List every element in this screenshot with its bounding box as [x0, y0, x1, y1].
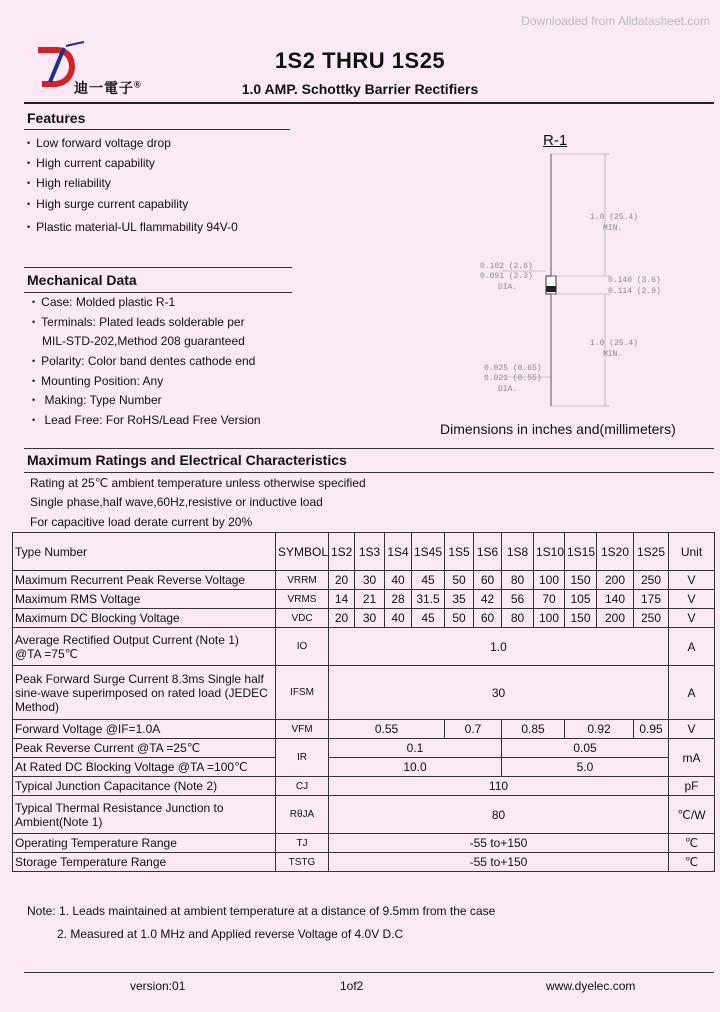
row-value: -55 to+150	[329, 834, 669, 853]
row-label: Peak Reverse Current @TA =25℃	[13, 739, 276, 758]
row-symbol: VRRM	[276, 571, 329, 590]
table-row	[13, 758, 715, 777]
row-value: 140	[597, 590, 634, 609]
footnote-2: 2. Measured at 1.0 MHz and Applied reverse Voltage of 4.0V D.C	[57, 927, 404, 941]
ratings-top-divider	[24, 448, 714, 449]
row-symbol: CJ	[276, 777, 329, 796]
row-symbol: RθJA	[276, 796, 329, 834]
row-value: 105	[565, 590, 597, 609]
header-part: 1S4	[385, 533, 412, 571]
row-value: 250	[634, 609, 669, 628]
row-symbol: TJ	[276, 834, 329, 853]
row-value: 0.1	[329, 739, 502, 758]
row-value: 1.0	[329, 628, 669, 666]
row-value: 60	[474, 571, 502, 590]
header-part: 1S20	[597, 533, 634, 571]
feature-item: • High surge current capability	[27, 197, 188, 211]
row-unit: A	[669, 666, 715, 720]
row-label: Maximum DC Blocking Voltage	[13, 609, 276, 628]
row-value: 0.05	[502, 739, 669, 758]
row-symbol: IFSM	[276, 666, 329, 720]
rating-note: Rating at 25℃ ambient temperature unless otherwise specified	[30, 476, 366, 490]
footer-website: www.dyelec.com	[546, 979, 636, 993]
footnote-1: Note: 1. Leads maintained at ambient temperature at a distance of 9.5mm from the case	[27, 904, 496, 918]
mechanical-item: • Lead Free: For RoHS/Lead Free Version	[32, 413, 261, 427]
row-value: 45	[412, 609, 445, 628]
row-unit: V	[669, 720, 715, 739]
dim-lead-top: 1.0 (25.4)	[590, 213, 639, 222]
row-value: 31.5	[412, 590, 445, 609]
row-value: 45	[412, 571, 445, 590]
row-value: 0.7	[445, 720, 502, 739]
table-row	[13, 853, 715, 872]
header-part: 1S3	[355, 533, 385, 571]
mechanical-item: • Case: Molded plastic R-1	[32, 295, 175, 309]
row-symbol: VRMS	[276, 590, 329, 609]
row-symbol: IR	[276, 739, 329, 777]
table-row	[13, 834, 715, 853]
mechanical-title: Mechanical Data	[27, 272, 137, 288]
row-label: Storage Temperature Range	[13, 853, 276, 872]
row-value: 0.85	[502, 720, 565, 739]
row-value: 40	[385, 571, 412, 590]
row-value: 28	[385, 590, 412, 609]
header-symbol: SYMBOL	[276, 533, 329, 571]
row-value: 14	[329, 590, 355, 609]
dim-body-dia-unit: DIA.	[498, 283, 518, 292]
row-value: 0.95	[634, 720, 669, 739]
features-title: Features	[27, 110, 86, 126]
table-row	[13, 609, 715, 628]
dim-body-dia-min: 0.091 (2.3)	[480, 272, 533, 281]
row-label: Average Rectified Output Current (Note 1) @TA =75℃	[13, 628, 276, 666]
row-label: Maximum Recurrent Peak Reverse Voltage	[13, 571, 276, 590]
row-value: 10.0	[329, 758, 502, 777]
row-value: 100	[534, 609, 565, 628]
row-value: 5.0	[502, 758, 669, 777]
rating-note: Single phase,half wave,60Hz,resistive or inductive load	[30, 495, 323, 509]
logo-text: 迪一電子®	[74, 79, 142, 96]
row-unit: mA	[669, 739, 715, 777]
row-value: 175	[634, 590, 669, 609]
features-divider	[24, 129, 290, 130]
row-unit: pF	[669, 777, 715, 796]
dimensions-caption: Dimensions in inches and(millimeters)	[440, 421, 676, 437]
mechanical-item: • Mounting Position: Any	[32, 374, 163, 388]
header-part: 1S6	[474, 533, 502, 571]
row-symbol: VDC	[276, 609, 329, 628]
header-type: Type Number	[13, 533, 276, 571]
row-label: Typical Thermal Resistance Junction to Ambient(Note 1)	[13, 796, 276, 834]
watermark: Downloaded from Alldatasheet.com	[521, 14, 710, 28]
ratings-divider	[24, 472, 714, 473]
header-part: 1S10	[534, 533, 565, 571]
row-unit: V	[669, 590, 715, 609]
table-row	[13, 796, 715, 834]
row-value: 50	[445, 609, 474, 628]
dim-body-dia-max: 0.102 (2.6)	[480, 262, 533, 271]
row-value: 30	[355, 609, 385, 628]
row-value: 20	[329, 609, 355, 628]
header-part: 1S2	[329, 533, 355, 571]
package-label: R-1	[543, 132, 568, 149]
row-value: 35	[445, 590, 474, 609]
header-part: 1S5	[445, 533, 474, 571]
row-value: 20	[329, 571, 355, 590]
header-part: 1S15	[565, 533, 597, 571]
row-value: 150	[565, 571, 597, 590]
row-value: 56	[502, 590, 534, 609]
row-value: 70	[534, 590, 565, 609]
row-unit: V	[669, 609, 715, 628]
row-value: 80	[502, 571, 534, 590]
row-value: 150	[565, 609, 597, 628]
dim-lead-dia-min: 0.021 (0.55)	[484, 374, 542, 383]
header-divider	[24, 102, 714, 104]
ratings-title: Maximum Ratings and Electrical Characteristics	[27, 452, 347, 468]
table-row	[13, 666, 715, 720]
table-row	[13, 590, 715, 609]
mechanical-item: • Making: Type Number	[32, 393, 162, 407]
page-title: 1S2 THRU 1S25	[274, 48, 446, 73]
mechanical-item: • Terminals: Plated leads solderable per	[32, 315, 245, 329]
row-symbol: TSTG	[276, 853, 329, 872]
dim-lead-bottom: 1.0 (25.4)	[590, 339, 639, 348]
feature-item: • Plastic material-UL flammability 94V-0	[27, 220, 238, 234]
dim-body-len-max: 0.140 (3.6)	[608, 276, 661, 285]
dim-lead-dia-unit: DIA.	[498, 385, 518, 394]
row-label: Peak Forward Surge Current 8.3ms Single half sine-wave superimposed on rated load (JEDEC Method)	[13, 666, 276, 720]
footer-page: 1of2	[340, 979, 364, 993]
dim-body-len-min: 0.114 (2.9)	[608, 287, 661, 296]
header-part: 1S45	[412, 533, 445, 571]
row-label: At Rated DC Blocking Voltage @TA =100℃	[13, 758, 276, 777]
row-value: 100	[534, 571, 565, 590]
header-part: 1S25	[634, 533, 669, 571]
row-value: 0.92	[565, 720, 634, 739]
row-label: Maximum RMS Voltage	[13, 590, 276, 609]
row-symbol: IO	[276, 628, 329, 666]
row-unit: ℃/W	[669, 796, 715, 834]
mechanical-top-divider	[24, 267, 292, 268]
row-value: 30	[329, 666, 669, 720]
row-value: 110	[329, 777, 669, 796]
footer-version: version:01	[130, 979, 186, 993]
row-value: 200	[597, 571, 634, 590]
table-row	[13, 777, 715, 796]
row-value: 250	[634, 571, 669, 590]
package-outline-drawing	[440, 150, 710, 415]
row-value: 60	[474, 609, 502, 628]
row-value: 30	[355, 571, 385, 590]
table-row	[13, 720, 715, 739]
row-label: Typical Junction Capacitance (Note 2)	[13, 777, 276, 796]
mechanical-divider	[24, 292, 292, 293]
feature-item: • Low forward voltage drop	[27, 136, 171, 150]
ratings-table	[12, 532, 715, 872]
header-unit: Unit	[669, 533, 715, 571]
dim-lead-dia-max: 0.025 (0.65)	[484, 364, 542, 373]
row-label: Operating Temperature Range	[13, 834, 276, 853]
rating-note: For capacitive load derate current by 20%	[30, 515, 253, 529]
row-value: 50	[445, 571, 474, 590]
mechanical-item: • Polarity: Color band dentes cathode end	[32, 354, 255, 368]
row-unit: ℃	[669, 834, 715, 853]
mechanical-item: MIL-STD-202,Method 208 guaranteed	[42, 334, 245, 348]
row-value: 80	[502, 609, 534, 628]
row-value: 0.55	[329, 720, 445, 739]
row-value: 80	[329, 796, 669, 834]
row-unit: A	[669, 628, 715, 666]
feature-item: • High current capability	[27, 156, 155, 170]
row-unit: ℃	[669, 853, 715, 872]
row-value: 40	[385, 609, 412, 628]
row-value: 42	[474, 590, 502, 609]
table-row	[13, 628, 715, 666]
row-value: -55 to+150	[329, 853, 669, 872]
page-subtitle: 1.0 AMP. Schottky Barrier Rectifiers	[241, 81, 479, 97]
table-row	[13, 571, 715, 590]
dim-lead-top-min: MIN.	[603, 224, 623, 233]
row-unit: V	[669, 571, 715, 590]
row-value: 200	[597, 609, 634, 628]
cathode-band	[546, 286, 556, 292]
feature-item: • High reliability	[27, 176, 111, 190]
table-row	[13, 739, 715, 758]
row-label: Forward Voltage @IF=1.0A	[13, 720, 276, 739]
footer-divider	[24, 972, 714, 973]
dim-lead-bottom-min: MIN.	[603, 350, 623, 359]
header-part: 1S8	[502, 533, 534, 571]
table-header-row	[13, 533, 715, 571]
row-symbol: VFM	[276, 720, 329, 739]
row-value: 21	[355, 590, 385, 609]
